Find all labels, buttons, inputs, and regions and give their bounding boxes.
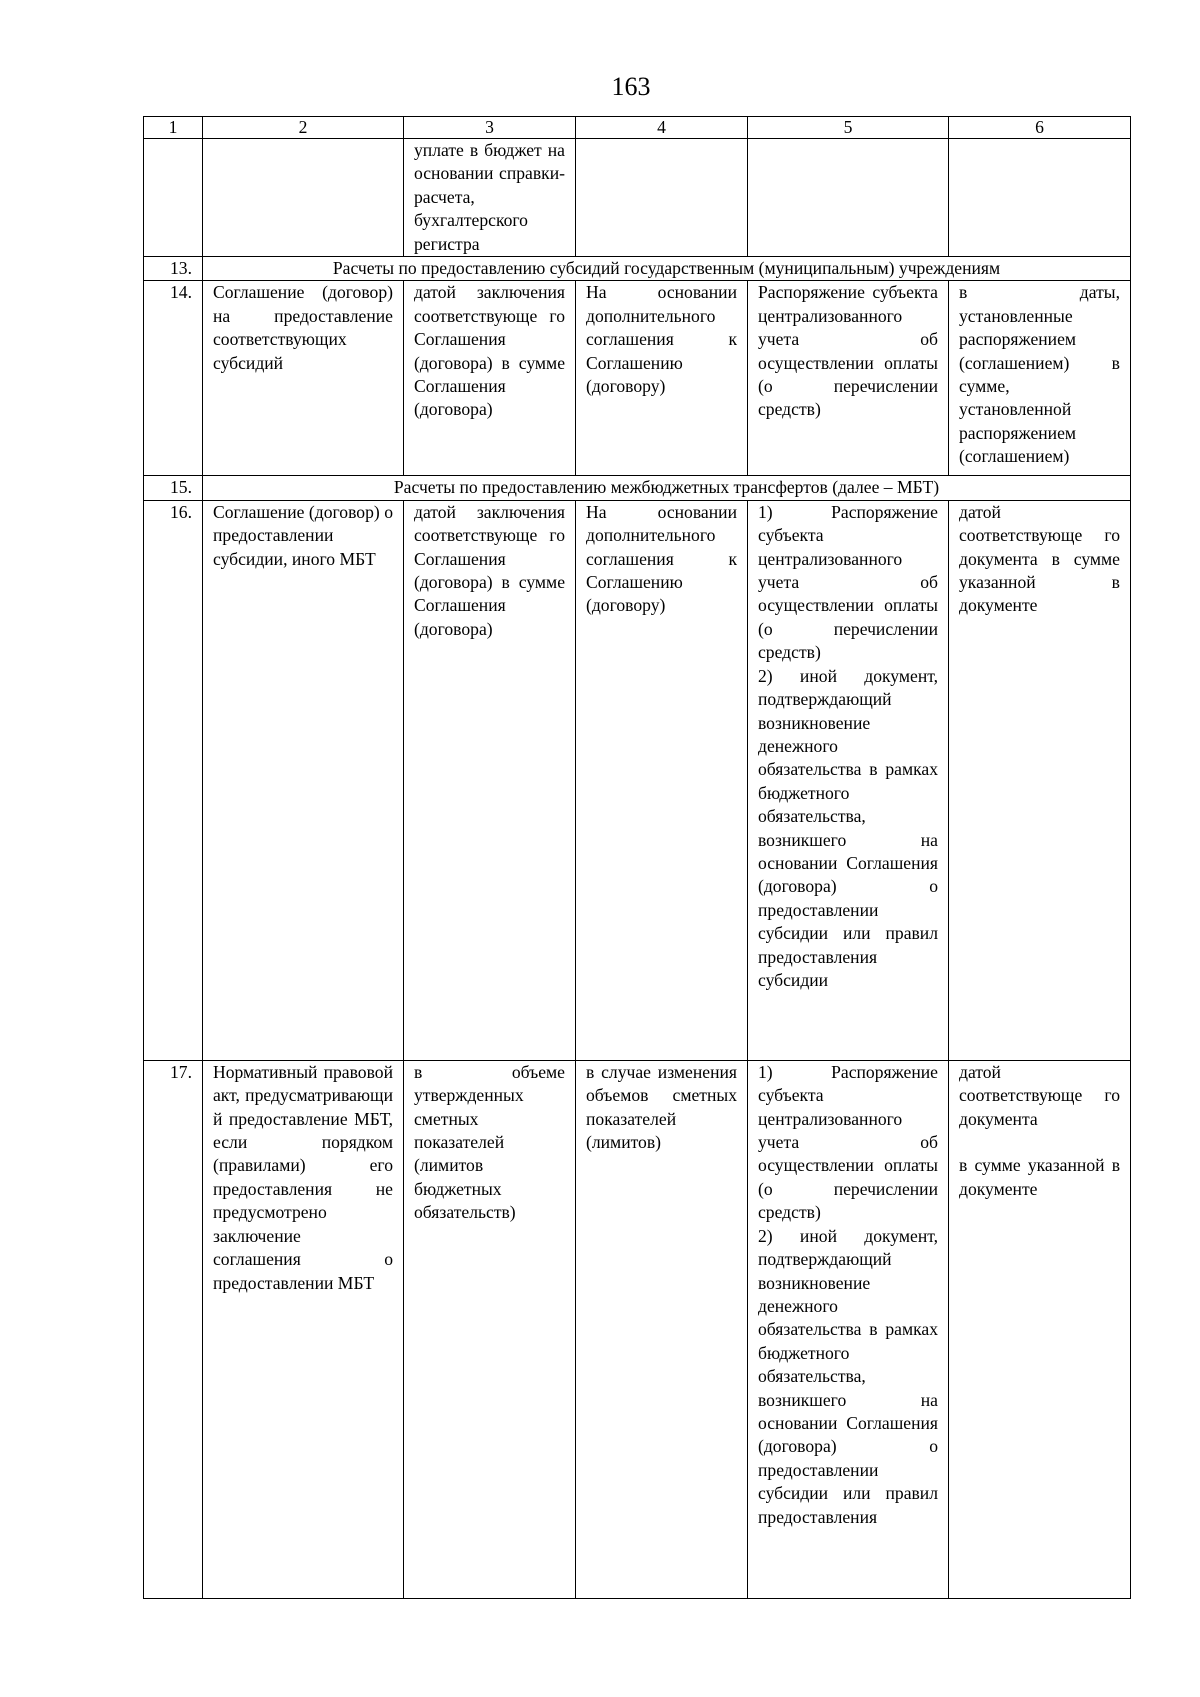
table-header-row bbox=[144, 117, 1131, 139]
column-header: 2 bbox=[203, 117, 404, 139]
cell-text: датой заключения соответствующе го Соглашения (договора) в сумме Соглашения (договора) bbox=[404, 500, 576, 1060]
cell-text: датой заключения соответствующе го Соглашения (договора) в сумме Соглашения (договора) bbox=[404, 281, 576, 476]
column-header: 1 bbox=[144, 117, 203, 139]
cell-empty bbox=[576, 139, 748, 257]
row-number: 15. bbox=[144, 476, 203, 500]
column-header: 5 bbox=[748, 117, 949, 139]
table-row bbox=[144, 281, 1131, 476]
cell-text: На основании дополнительного соглашения к Соглашению (договору) bbox=[576, 281, 748, 476]
section-title: Расчеты по предоставлению межбюджетных трансфертов (далее – МБТ) bbox=[203, 476, 1131, 500]
section-title: Расчеты по предоставлению субсидий государственным (муниципальным) учреждениям bbox=[203, 257, 1131, 281]
spacer bbox=[959, 1131, 1120, 1154]
column-header: 6 bbox=[949, 117, 1131, 139]
row-number: 16. bbox=[144, 500, 203, 1060]
cell-text: На основании дополнительного соглашения к Соглашению (договору) bbox=[576, 500, 748, 1060]
cell-text: датой соответствующе го документа в сумме указанной в документе bbox=[949, 500, 1131, 1060]
cell-text: уплате в бюджет на основании справки-расчета, бухгалтерского регистра bbox=[404, 139, 576, 257]
cell-text: Распоряжение субъекта централизованного учета об осуществлении оплаты (о перечислении средств) bbox=[748, 281, 949, 476]
table-row bbox=[144, 1060, 1131, 1598]
cell-text: в объеме утвержденных сметных показателей (лимитов бюджетных обязательств) bbox=[404, 1060, 576, 1598]
cell-text bbox=[748, 1060, 949, 1598]
document-table bbox=[143, 116, 1131, 1599]
cell-text: Соглашение (договор) о предоставлении субсидии, иного МБТ bbox=[203, 500, 404, 1060]
cell-empty bbox=[203, 139, 404, 257]
column-header: 4 bbox=[576, 117, 748, 139]
row-number: 13. bbox=[144, 257, 203, 281]
table-row bbox=[144, 500, 1131, 1060]
cell-text bbox=[748, 500, 949, 1060]
cell-text: Соглашение (договор) на предоставление соответствующих субсидий bbox=[203, 281, 404, 476]
text-block: в сумме указанной в документе bbox=[959, 1155, 1120, 1199]
page-number: 163 bbox=[611, 72, 651, 101]
list-item: 1) Распоряжение субъекта централизованного учета об осуществлении оплаты (о перечислении средств) bbox=[758, 1061, 938, 1223]
list-item: 2) иной документ, подтверждающий возникновение денежного обязательства в рамках бюджетного обязательства, возникшего на основании Соглашения (договора) о предоставлении субсидии или правил предоставления bbox=[758, 1225, 938, 1527]
text-block: датой соответствующе го документа bbox=[959, 1061, 1120, 1129]
column-header: 3 bbox=[404, 117, 576, 139]
cell-text: в даты, установленные распоряжением (соглашением) в сумме, установленной распоряжением (соглашением) bbox=[949, 281, 1131, 476]
cell-text: в случае изменения объемов сметных показателей (лимитов) bbox=[576, 1060, 748, 1598]
cell-text bbox=[949, 1060, 1131, 1598]
cell-text: Нормативный правовой акт, предусматривающи й предоставление МБТ, если порядком (правилами) его предоставления не предусмотрено заключение соглашения о предоставлении МБТ bbox=[203, 1060, 404, 1598]
section-row bbox=[144, 476, 1131, 500]
cell-empty bbox=[144, 139, 203, 257]
list-item: 1) Распоряжение субъекта централизованного учета об осуществлении оплаты (о перечислении средств) bbox=[758, 501, 938, 663]
section-row bbox=[144, 257, 1131, 281]
cell-empty bbox=[748, 139, 949, 257]
list-item: 2) иной документ, подтверждающий возникновение денежного обязательства в рамках бюджетного обязательства, возникшего на основании Соглашения (договора) о предоставлении субсидии или правил предоставления субсидии bbox=[758, 665, 938, 990]
table-row bbox=[144, 139, 1131, 257]
cell-empty bbox=[949, 139, 1131, 257]
row-number: 17. bbox=[144, 1060, 203, 1598]
row-number: 14. bbox=[144, 281, 203, 476]
